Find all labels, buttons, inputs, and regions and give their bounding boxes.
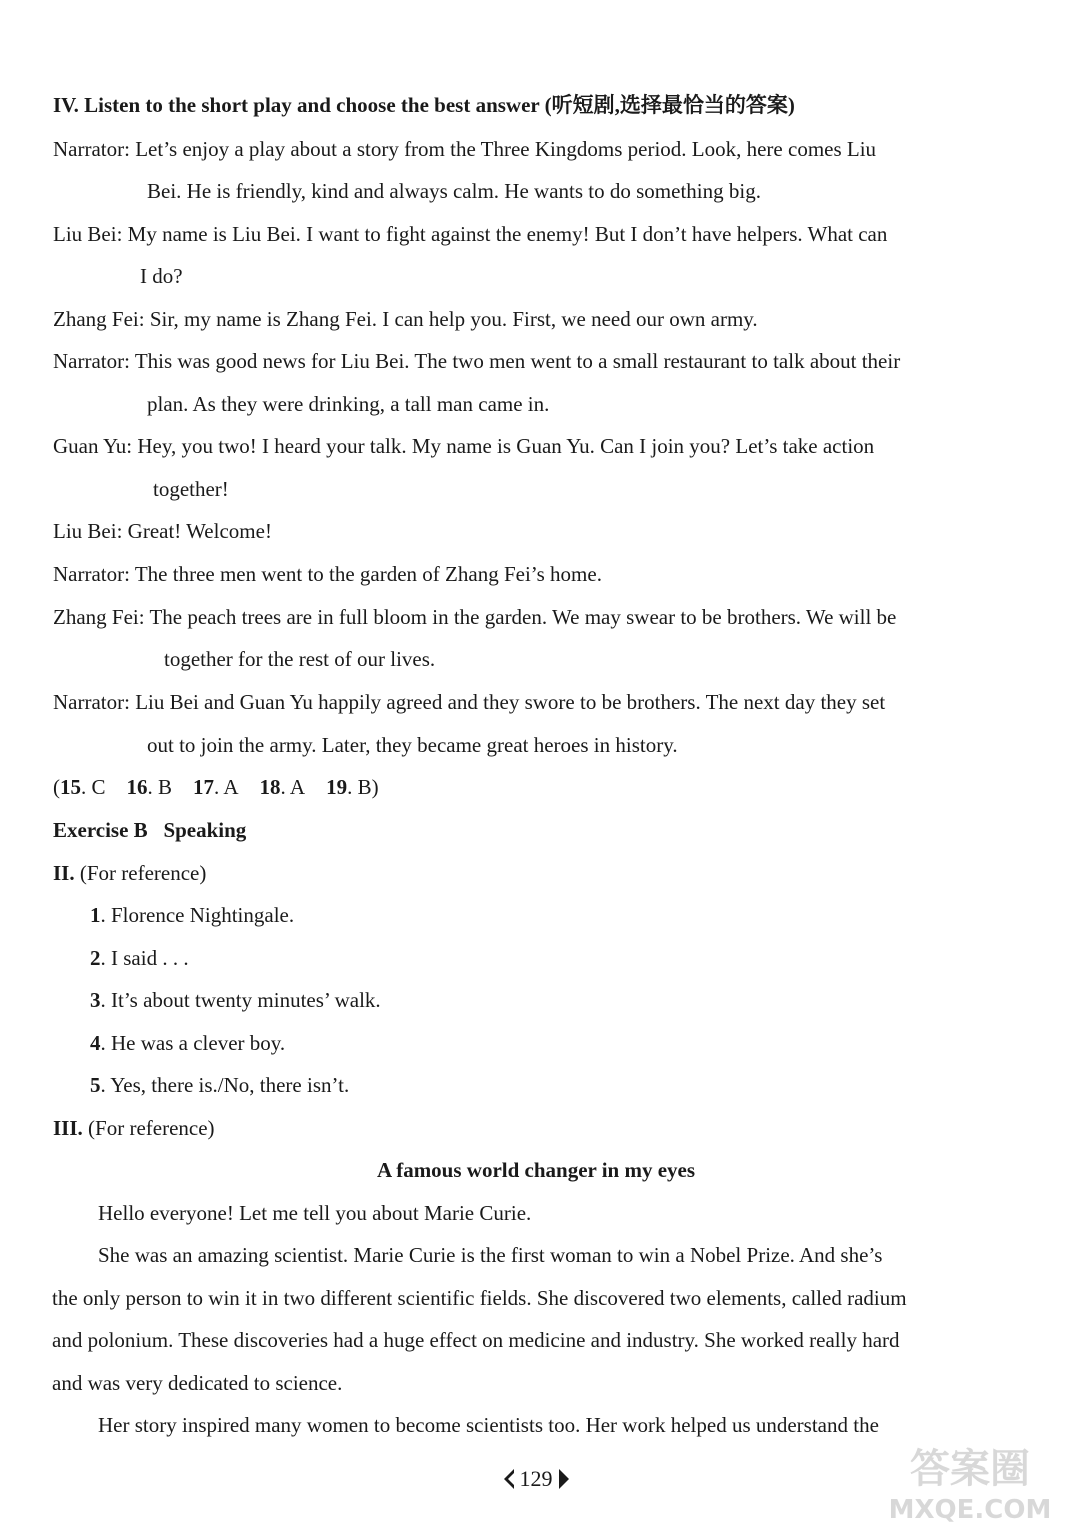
essay-line: Her story inspired many women to become scientists too. Her work helped us understand the (98, 1413, 879, 1437)
item-text: It’s about twenty minutes’ walk. (111, 988, 381, 1012)
left-triangle-icon (504, 1469, 514, 1489)
watermark-text-bottom: MXQE.COM (888, 1495, 1052, 1525)
item-number: 1 (90, 903, 101, 927)
dialogue-text: My name is Liu Bei. I want to fight against the enemy! But I don’t have helpers. What can (127, 222, 888, 246)
item-number: 4 (90, 1031, 101, 1055)
list-item: 2. I said . . . (90, 946, 189, 970)
dialogue-line (53, 561, 602, 587)
answer-num: 19 (326, 775, 348, 799)
answer-letter: A (289, 775, 306, 799)
dialogue-text: The three men went to the garden of Zhang Fei’s home. (134, 562, 602, 586)
dialogue-line (53, 221, 887, 247)
item-number: 3 (90, 988, 101, 1012)
part-label: III. (53, 1116, 83, 1140)
item-text: I said . . . (111, 946, 189, 970)
essay-line: and was very dedicated to science. (52, 1371, 343, 1395)
watermark-logo (880, 1436, 1060, 1528)
essay-line: the only person to win it in two different scientific fields. She discovered two elements, called radium (52, 1286, 907, 1310)
dialogue-text: Liu Bei and Guan Yu happily agreed and they swore to be brothers. The next day they set (135, 690, 886, 714)
dialogue-line (53, 518, 272, 544)
answer-num: 17 (193, 775, 215, 799)
speaker: Liu Bei: (53, 222, 123, 246)
dialogue-line (53, 136, 876, 162)
item-number: 5 (90, 1073, 101, 1097)
section-iv-heading: IV. Listen to the short play and choose the best answer (听短剧,选择最恰当的答案) (53, 93, 795, 117)
answer-letter: B (357, 775, 372, 799)
answer-num: 18 (259, 775, 281, 799)
dialogue-line (53, 348, 900, 374)
answer-letter: C (91, 775, 106, 799)
answer-num: 16 (126, 775, 148, 799)
essay-line: She was an amazing scientist. Marie Curie is the first woman to win a Nobel Prize. And she’s (98, 1243, 883, 1267)
dialogue-text: Sir, my name is Zhang Fei. I can help you. First, we need our own army. (149, 307, 758, 331)
dialogue-text: The peach trees are in full bloom in the garden. We may swear to be brothers. We will be (149, 605, 897, 629)
speaker: Zhang Fei: (53, 605, 145, 629)
part-ii-heading (53, 860, 206, 886)
speaker: Narrator: (53, 137, 130, 161)
dialogue-line (53, 433, 874, 459)
essay-line: Hello everyone! Let me tell you about Marie Curie. (98, 1201, 532, 1225)
answer-key: (15. C 16. B 17. A 18. A 19. B) (53, 775, 379, 799)
list-item: 5. Yes, there is./No, there isn’t. (90, 1073, 350, 1097)
exercise-subheading: Speaking (163, 818, 247, 842)
essay-title: A famous world changer in my eyes (376, 1158, 696, 1182)
item-text: He was a clever boy. (111, 1031, 286, 1055)
speaker: Zhang Fei: (53, 307, 145, 331)
part-note: (For reference) (88, 1116, 215, 1140)
essay-line: and polonium. These discoveries had a huge effect on medicine and industry. She worked really hard (52, 1328, 900, 1352)
item-text: Yes, there is./No, there isn’t. (110, 1073, 350, 1097)
list-item: 4. He was a clever boy. (90, 1031, 286, 1055)
speaker: Guan Yu: (53, 434, 133, 458)
item-text: Florence Nightingale. (111, 903, 295, 927)
speaker: Narrator: (53, 562, 130, 586)
watermark-text-top: 答案圈 (910, 1446, 1030, 1492)
dialogue-line (53, 604, 896, 630)
answer-letter: A (223, 775, 239, 799)
dialogue-text: Hey, you two! I heard your talk. My name is Guan Yu. Can I join you? Let’s take action (137, 434, 875, 458)
page-number: 129 (519, 1466, 553, 1491)
dialogue-line (53, 689, 885, 715)
dialogue-continuation: plan. As they were drinking, a tall man came in. (147, 392, 550, 416)
dialogue-line (53, 306, 758, 332)
item-number: 2 (90, 946, 101, 970)
dialogue-text: This was good news for Liu Bei. The two men went to a small restaurant to talk about their (134, 349, 901, 373)
dialogue-continuation: Bei. He is friendly, kind and always calm. He wants to do something big. (147, 179, 761, 203)
part-iii-heading (53, 1115, 215, 1141)
answer-num: 15 (60, 775, 81, 799)
dialogue-continuation: out to join the army. Later, they became great heroes in history. (147, 733, 678, 757)
dialogue-text: Great! Welcome! (127, 519, 272, 543)
exercise-b-heading (53, 817, 246, 843)
speaker: Narrator: (53, 349, 130, 373)
dialogue-continuation: I do? (140, 264, 183, 288)
dialogue-continuation: together! (153, 477, 229, 501)
dialogue-continuation: together for the rest of our lives. (164, 647, 436, 671)
answer-letter: B (158, 775, 173, 799)
speaker: Narrator: (53, 690, 130, 714)
part-label: II. (53, 861, 75, 885)
exercise-label: Exercise B (53, 818, 148, 842)
right-triangle-icon (559, 1469, 569, 1489)
list-item: 3. It’s about twenty minutes’ walk. (90, 988, 381, 1012)
list-item: 1. Florence Nightingale. (90, 903, 295, 927)
dialogue-text: Let’s enjoy a play about a story from the Three Kingdoms period. Look, here comes Liu (135, 137, 877, 161)
part-note: (For reference) (79, 861, 207, 885)
speaker: Liu Bei: (53, 519, 123, 543)
